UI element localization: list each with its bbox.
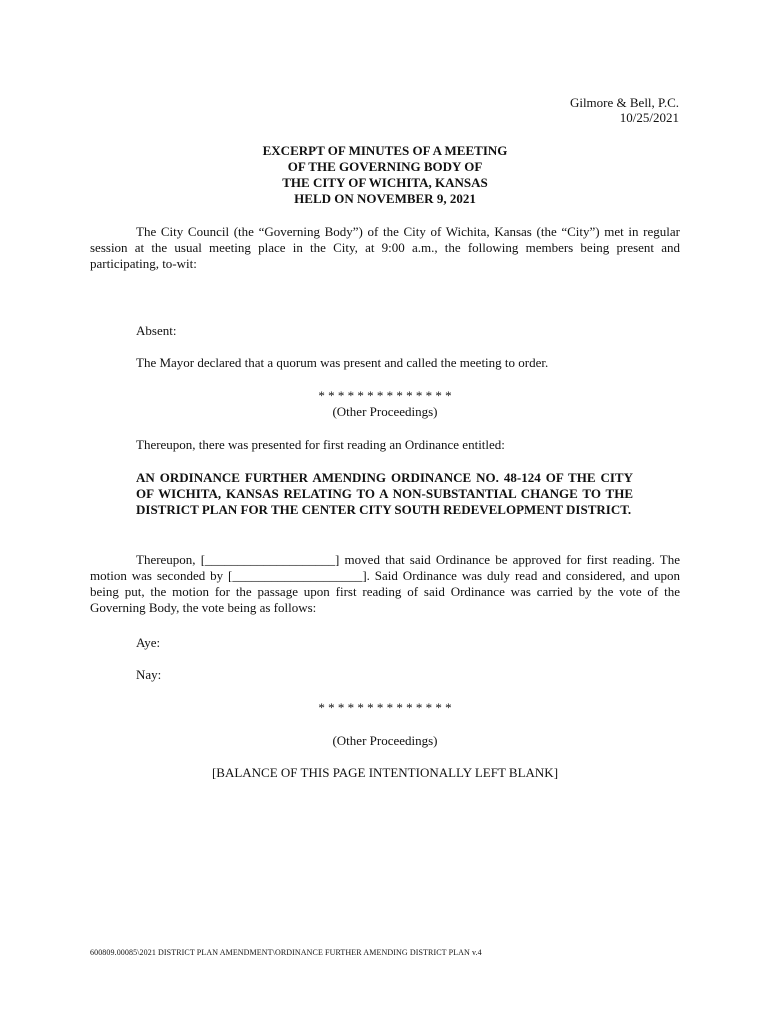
aye-label: Aye:: [136, 635, 161, 650]
title-line: HELD ON NOVEMBER 9, 2021: [294, 191, 476, 206]
title-line: EXCERPT OF MINUTES OF A MEETING: [262, 143, 508, 158]
document-date: 10/25/2021: [619, 110, 679, 125]
title-line: THE CITY OF WICHITA, KANSAS: [282, 175, 488, 190]
blank-page-notice: [BALANCE OF THIS PAGE INTENTIONALLY LEFT BLANK]: [211, 765, 559, 780]
document-path-footer: 600809.00085\2021 DISTRICT PLAN AMENDMENT\ORDINANCE FURTHER AMENDING DISTRICT PLAN v.4: [90, 948, 482, 957]
section-separator: * * * * * * * * * * * * * *: [318, 388, 452, 403]
motion-paragraph: Thereupon, [____________________] moved that said Ordinance be approved for first reading. The motion was seconded by [____________________]. Said Ordinance was duly read and considered, and upon being put, the motion for the passage upon first reading of said Ordinance was carried by the vote of the Governing Body, the vote being as follows:: [90, 552, 680, 615]
firm-name: Gilmore & Bell, P.C.: [569, 95, 679, 110]
ordinance-presented-statement: Thereupon, there was presented for first reading an Ordinance entitled:: [136, 437, 505, 452]
section-separator: * * * * * * * * * * * * * *: [318, 700, 452, 715]
ordinance-title: AN ORDINANCE FURTHER AMENDING ORDINANCE NO. 48-124 OF THE CITY OF WICHITA, KANSAS RELATING TO A NON-SUBSTANTIAL CHANGE TO THE DISTRICT PLAN FOR THE CENTER CITY SOUTH REDEVELOPMENT DISTRICT.: [136, 470, 633, 517]
document-title: [90, 143, 680, 207]
nay-label: Nay:: [136, 667, 162, 682]
absent-label: Absent:: [136, 323, 177, 338]
title-line: OF THE GOVERNING BODY OF: [287, 159, 483, 174]
other-proceedings-note: (Other Proceedings): [332, 733, 438, 748]
other-proceedings-note: (Other Proceedings): [332, 404, 438, 419]
firm-header: [570, 95, 679, 125]
intro-paragraph: The City Council (the “Governing Body”) of the City of Wichita, Kansas (the “City”) met in regular session at the usual meeting place in the City, at 9:00 a.m., the following members being present and participating, to-wit:: [90, 224, 680, 271]
quorum-statement: The Mayor declared that a quorum was present and called the meeting to order.: [136, 355, 549, 370]
